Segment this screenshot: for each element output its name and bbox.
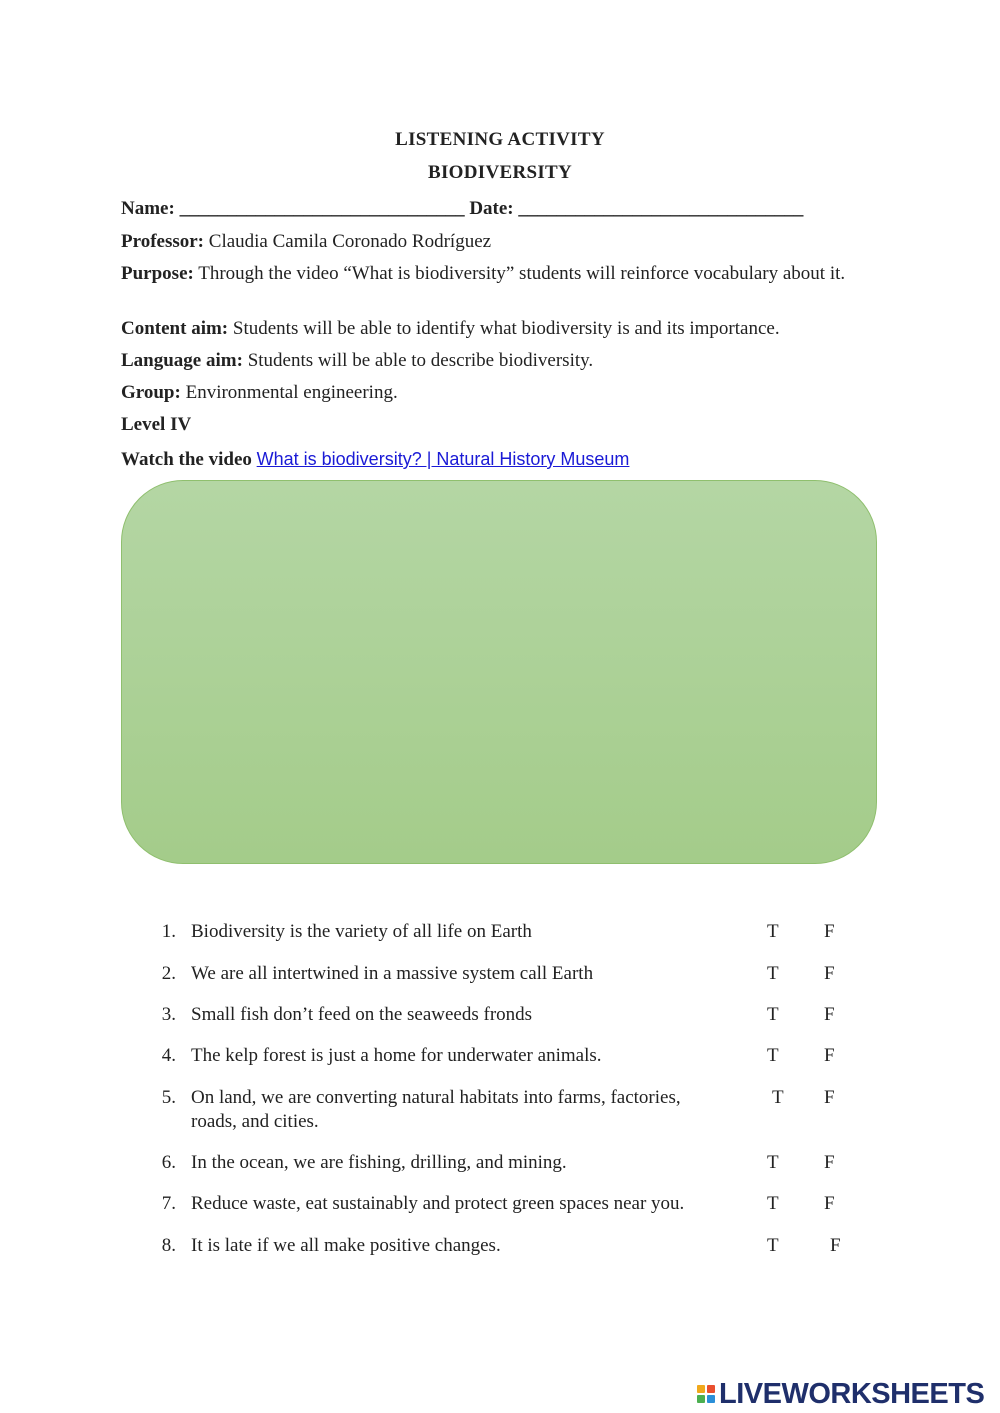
question-number: 3. xyxy=(161,1004,176,1025)
name-label: Name: xyxy=(121,198,175,219)
name-field[interactable]: ______________________________ xyxy=(179,198,465,219)
liveworksheets-logo xyxy=(697,1379,984,1409)
worksheet-title: LISTENING ACTIVITY xyxy=(395,129,605,150)
question-number: 1. xyxy=(161,921,176,942)
question-number: 2. xyxy=(161,963,176,984)
false-option[interactable]: F xyxy=(830,1235,841,1256)
question-text: In the ocean, we are fishing, drilling, and mining. xyxy=(191,1152,567,1173)
name-date-row xyxy=(121,197,803,221)
true-option[interactable]: T xyxy=(767,1045,779,1066)
watch-video-row xyxy=(121,447,629,472)
professor-row xyxy=(121,230,491,254)
purpose-label: Purpose: xyxy=(121,263,194,284)
professor-label: Professor: xyxy=(121,231,205,252)
false-option[interactable]: F xyxy=(824,963,835,984)
date-field[interactable]: ______________________________ xyxy=(518,198,804,219)
false-option[interactable]: F xyxy=(824,1004,835,1025)
true-option[interactable]: T xyxy=(767,921,779,942)
language-aim-row xyxy=(121,349,593,373)
false-option[interactable]: F xyxy=(824,1152,835,1173)
question-number: 4. xyxy=(161,1045,176,1066)
purpose-row xyxy=(121,262,871,286)
question-text: It is late if we all make positive changes. xyxy=(191,1235,501,1256)
question-text: Reduce waste, eat sustainably and protect green spaces near you. xyxy=(191,1193,685,1214)
video-link[interactable]: What is biodiversity? | Natural History Museum xyxy=(256,449,630,469)
logo-text: LIVEWORKSHEETS xyxy=(719,1377,985,1410)
true-option[interactable]: T xyxy=(767,963,779,984)
content-aim-label: Content aim: xyxy=(121,318,229,339)
question-text: We are all intertwined in a massive system call Earth xyxy=(191,963,594,984)
false-option[interactable]: F xyxy=(824,1045,835,1066)
true-option[interactable]: T xyxy=(772,1087,784,1108)
question-text: Small fish don’t feed on the seaweeds fronds xyxy=(191,1004,533,1025)
purpose-value: Through the video “What is biodiversity” students will reinforce vocabulary about it. xyxy=(198,263,846,284)
question-number: 8. xyxy=(161,1235,176,1256)
false-option[interactable]: F xyxy=(824,1193,835,1214)
group-row xyxy=(121,381,398,405)
true-option[interactable]: T xyxy=(767,1152,779,1173)
content-aim-row xyxy=(121,317,780,341)
false-option[interactable]: F xyxy=(824,1087,835,1108)
video-placeholder[interactable] xyxy=(121,480,877,864)
language-aim-value: Students will be able to describe biodiversity. xyxy=(247,350,594,371)
logo-icon xyxy=(697,1385,715,1403)
language-aim-label: Language aim: xyxy=(121,350,243,371)
question-number: 5. xyxy=(161,1087,176,1108)
content-aim-value: Students will be able to identify what biodiversity is and its importance. xyxy=(232,318,780,339)
true-option[interactable]: T xyxy=(767,1235,779,1256)
true-option[interactable]: T xyxy=(767,1004,779,1025)
group-value: Environmental engineering. xyxy=(185,382,398,403)
level-row xyxy=(121,413,191,437)
question-number: 7. xyxy=(161,1193,176,1214)
question-text: On land, we are converting natural habitats into farms, factories, roads, and cities. xyxy=(191,1087,681,1132)
question-number: 6. xyxy=(161,1152,176,1173)
professor-value: Claudia Camila Coronado Rodríguez xyxy=(208,231,492,252)
watch-video-label: Watch the video xyxy=(121,449,252,470)
question-text: The kelp forest is just a home for underwater animals. xyxy=(191,1045,602,1066)
level-label: Level IV xyxy=(121,414,192,435)
question-text: Biodiversity is the variety of all life on Earth xyxy=(191,921,532,942)
false-option[interactable]: F xyxy=(824,921,835,942)
date-label: Date: xyxy=(469,198,514,219)
true-option[interactable]: T xyxy=(767,1193,779,1214)
group-label: Group: xyxy=(121,382,181,403)
worksheet-subtitle: BIODIVERSITY xyxy=(427,162,573,183)
